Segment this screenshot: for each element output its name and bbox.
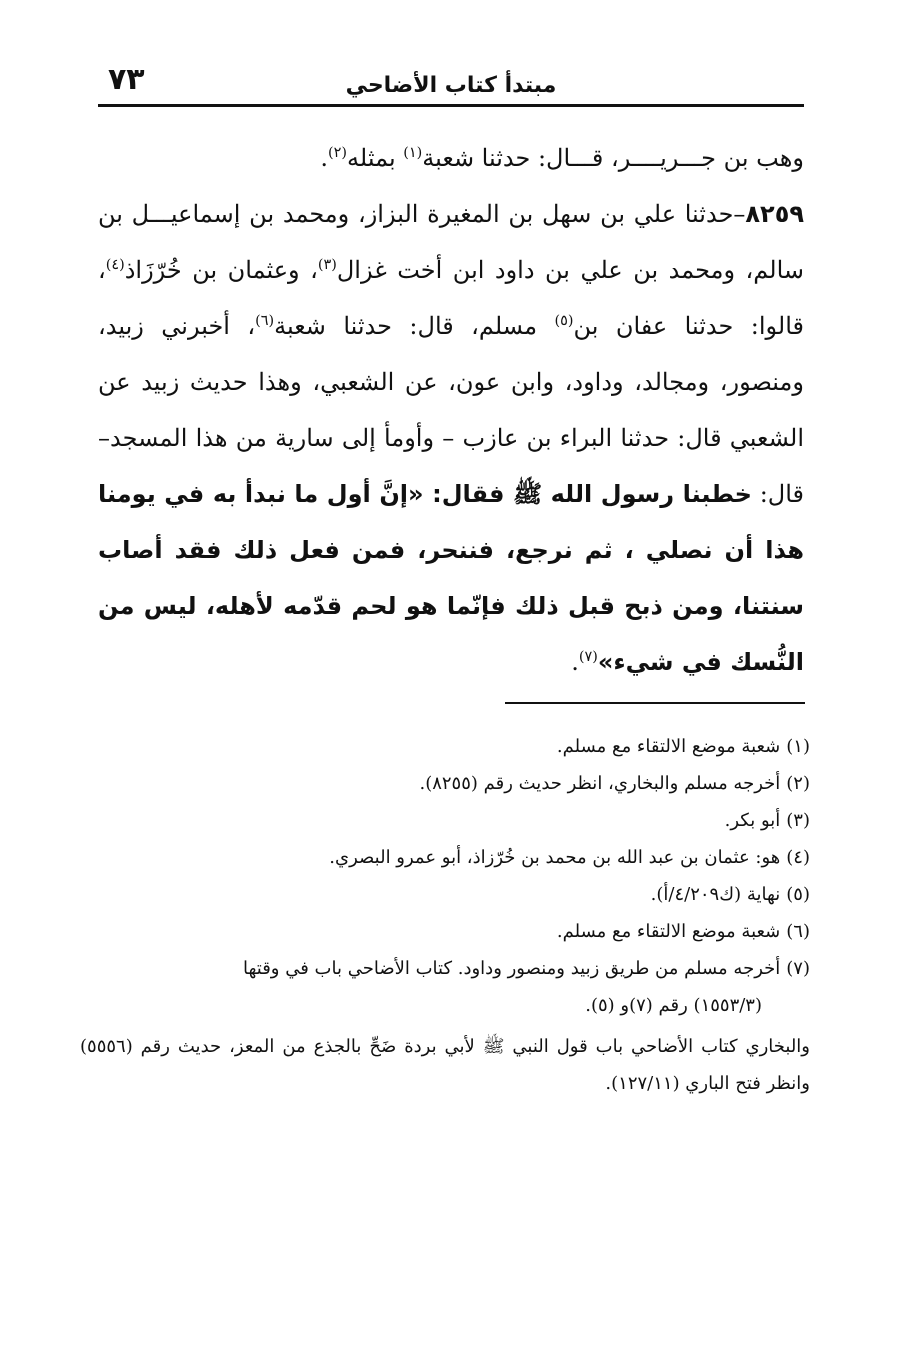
page-number: ٧٣ (108, 62, 145, 97)
footnote-2 (80, 765, 810, 802)
footnote-7-continuation: (١٥٥٣/٣) رقم (٧)و (٥). (585, 995, 762, 1016)
quote-intro: خطبنا رسول الله ﷺ فقال: (423, 480, 752, 508)
footnote-7 (80, 950, 810, 987)
paragraph-text: ، أخبرني زبيد، ومنصور، ومجالد، وداود، وابن عون، عن الشعبي، وهذا حديث زبيد عن الشعبي قال: حدثنا البراء بن عازب – وأومأ إلى سارية من هذا المسجد– قال: (98, 312, 805, 508)
paragraph-1 (98, 130, 804, 186)
footnote-number: (٤) (786, 847, 810, 868)
footnote-number: (٦) (786, 921, 810, 942)
footnote-1 (80, 728, 810, 765)
footnote-number: (٢) (786, 773, 810, 794)
paragraph-text: ، وعثمان بن خُرّزَاذ (124, 256, 318, 284)
paragraph-text: . (320, 144, 329, 172)
paragraph-text: ، قالوا: حدثنا عفان بن (98, 256, 805, 340)
footnote-ref: (٥) (554, 313, 574, 329)
footnote-number: (١) (786, 736, 810, 757)
footnote-ref: (٧) (578, 649, 598, 665)
hadith-number: ٨٢٥٩ (745, 200, 804, 228)
footnote-number: (٣) (786, 810, 810, 831)
footnote-text: شعبة موضع الالتقاء مع مسلم. (556, 921, 781, 942)
paragraph-text: بمثله (347, 144, 404, 172)
footnote-3 (80, 802, 810, 839)
footnote-4 (80, 839, 810, 876)
footnote-ref: (٤) (105, 257, 125, 273)
footnote-ref: (١) (403, 145, 423, 161)
footnote-ref: (٢) (328, 145, 348, 161)
paragraph-text: . (571, 648, 579, 676)
footnotes (80, 728, 810, 1102)
footnote-6 (80, 913, 810, 950)
footnote-text: أخرجه مسلم من طريق زبيد ومنصور وداود. كتاب الأضاحي باب في وقتها (242, 958, 781, 979)
footnote-ref: (٦) (255, 313, 275, 329)
footnote-7-extra: والبخاري كتاب الأضاحي باب قول النبي ﷺ لأبي بردة ضَحِّ بالجذع من المعز، حديث رقم (٥٥٥٦) وانظر فتح الباري (١٢٧/١١). (80, 1036, 810, 1094)
running-title: مبتدأ كتاب الأضاحي (345, 73, 557, 98)
footnote-text: أبو بكر. (724, 810, 781, 831)
paragraph-2 (98, 186, 804, 690)
paragraph-text: مسلم، قال: حدثنا شعبة (274, 312, 555, 340)
paragraph-text: وهب بن جـــريــــر، قـــال: حدثنا شعبة (422, 144, 804, 172)
footnote-5 (80, 876, 810, 913)
footnote-text: أخرجه مسلم والبخاري، انظر حديث رقم (٨٢٥٥). (419, 773, 781, 794)
footnote-text: شعبة موضع الالتقاء مع مسلم. (556, 736, 781, 757)
footnote-text: هو: عثمان بن عبد الله بن محمد بن خُرّزاذ، أبو عمرو البصري. (329, 847, 781, 868)
footnote-separator (505, 702, 805, 704)
paragraph-text: –حدثنا علي بن سهل بن المغيرة البزاز، ومحمد بن إسماعيـــل بن سالم، ومحمد بن علي بن داود ابن أخت غزال (98, 200, 804, 284)
hadith-quote: «إنَّ أول ما نبدأ به في يومنا هذا أن نصلي ، ثم نرجع، فننحر، فمن فعل ذلك فقد أصاب سنتنا، ومن ذبح قبل ذلك فإنّما هو لحم قدّمه لأهله، ليس من النُّسك في شيء» (98, 480, 804, 676)
page-header (98, 58, 804, 108)
footnote-text: نهاية (ك٤/٢٠٩/أ). (650, 884, 781, 905)
header-rule (98, 104, 804, 107)
footnote-number: (٥) (786, 884, 810, 905)
footnote-number: (٧) (786, 958, 810, 979)
main-text (98, 130, 804, 690)
footnote-ref: (٣) (317, 257, 337, 273)
